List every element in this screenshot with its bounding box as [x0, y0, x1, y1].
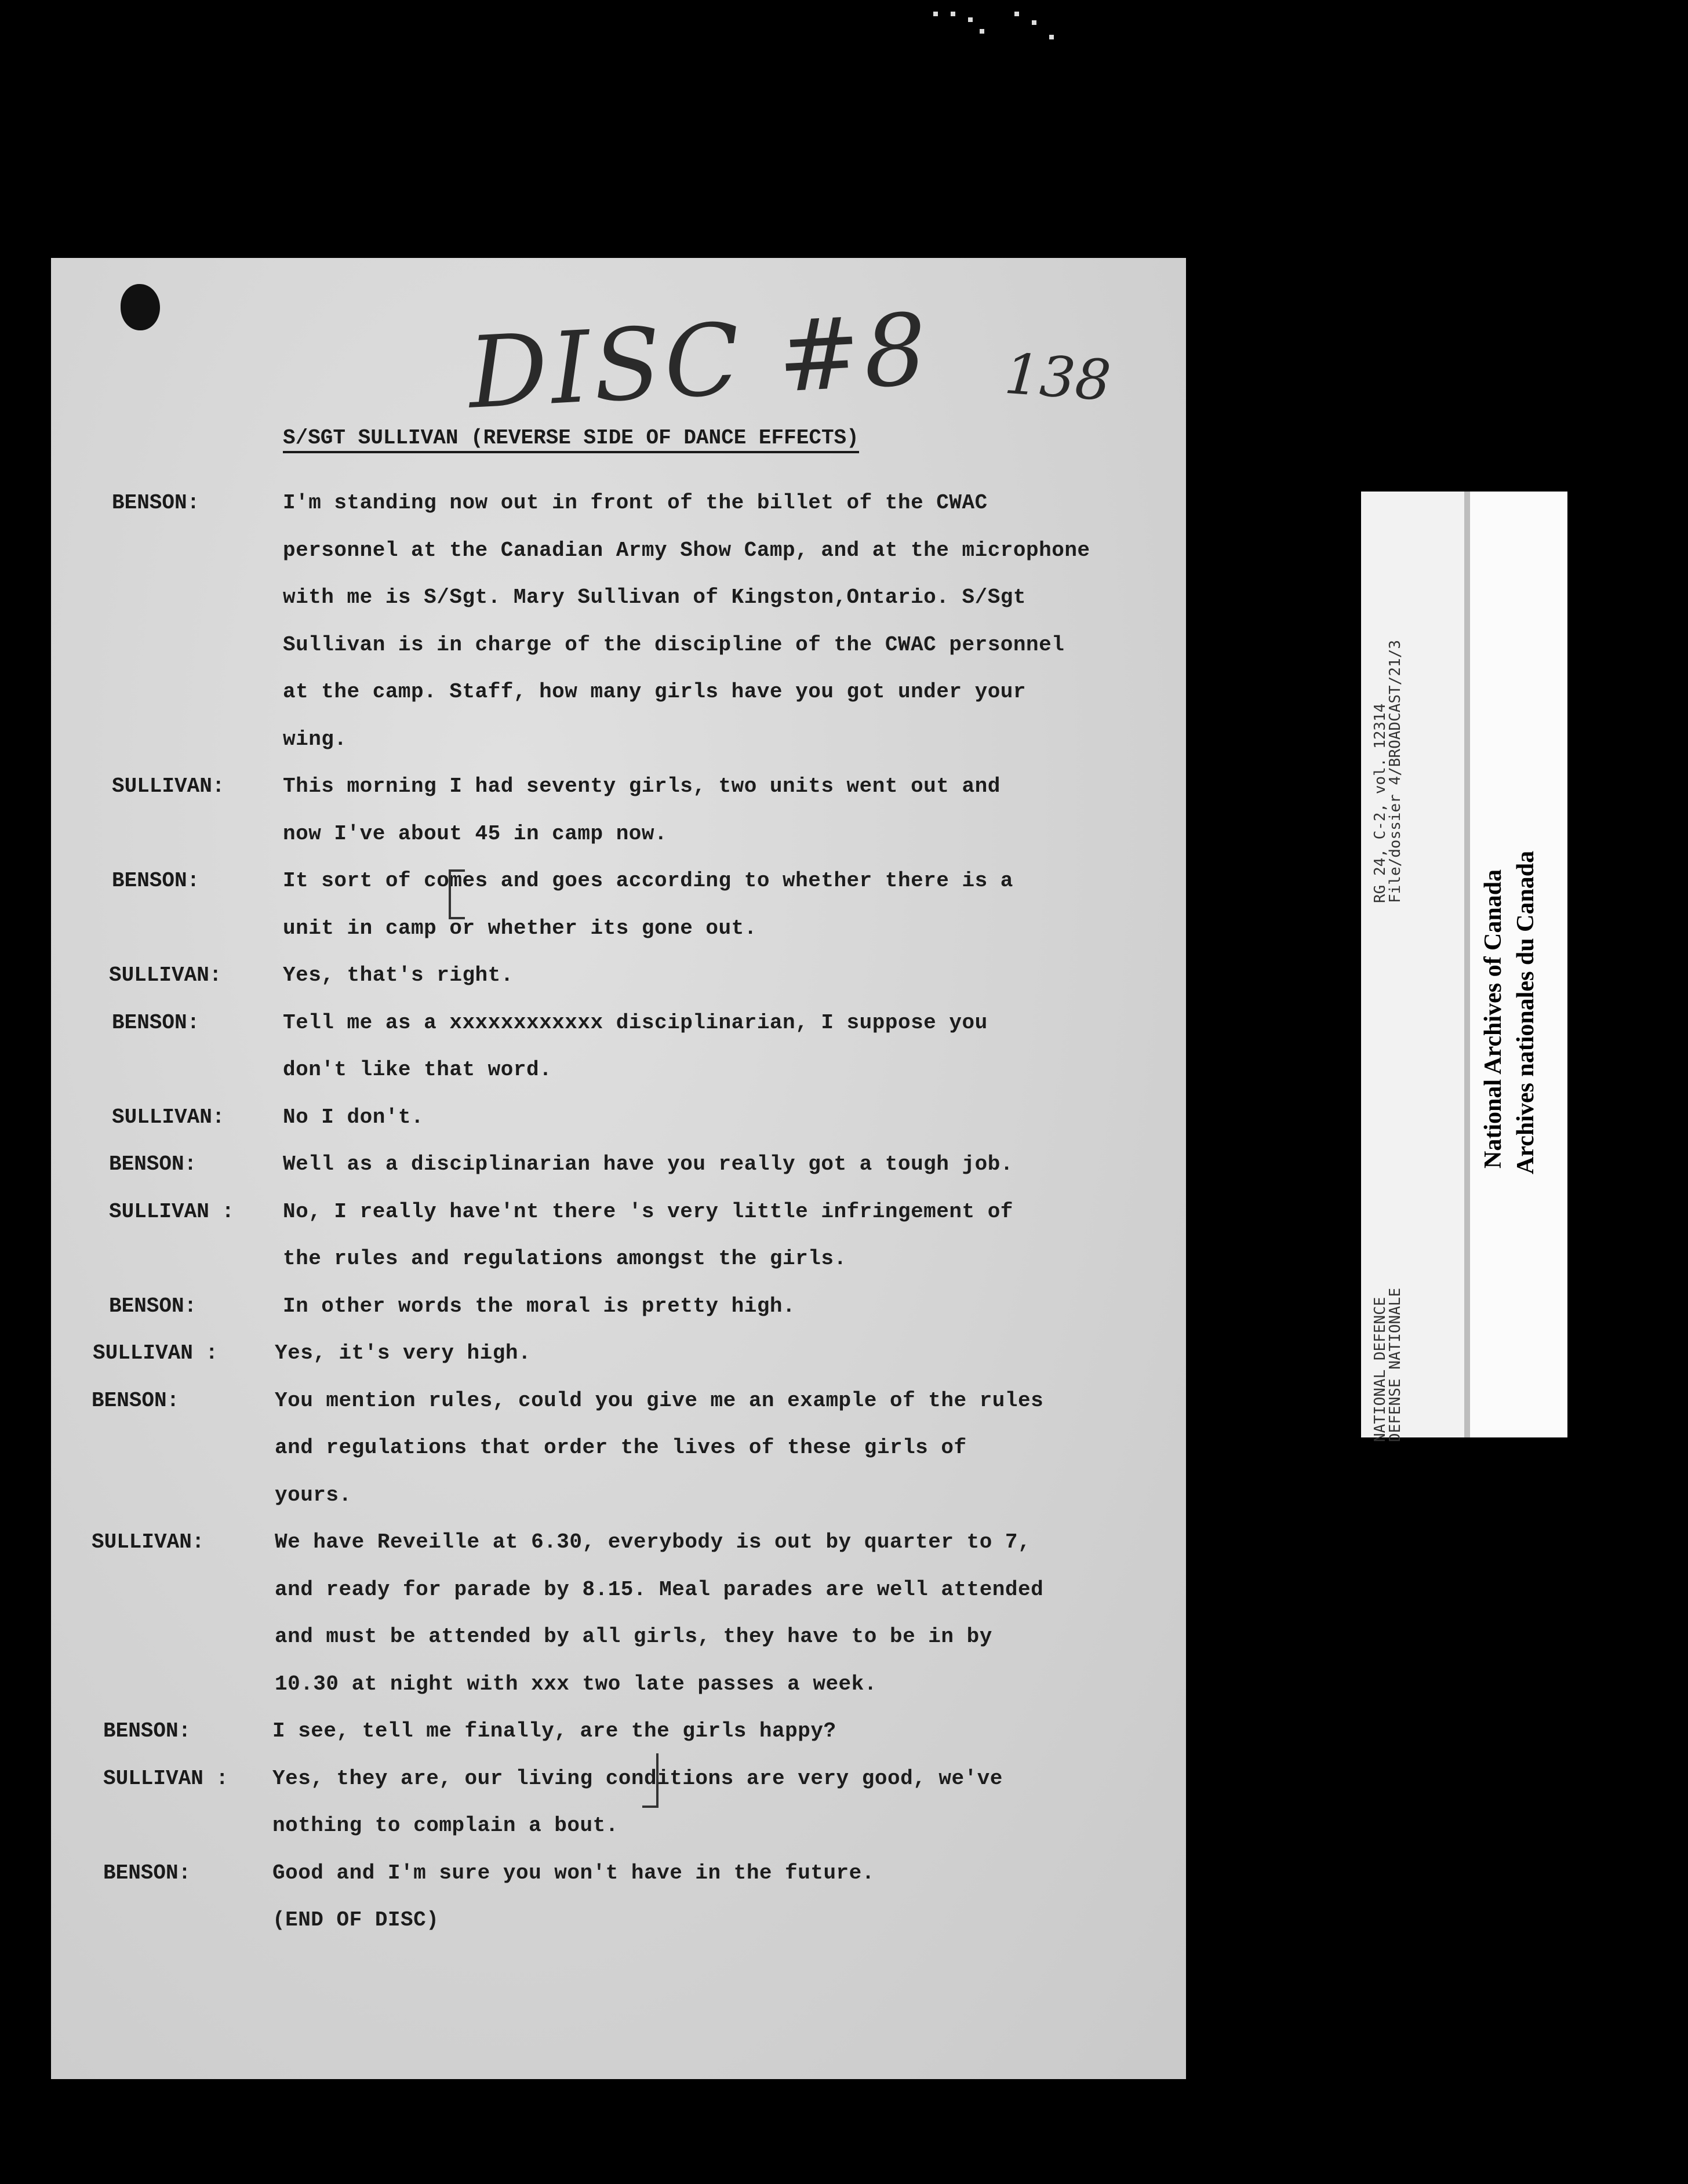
speaker-label: BENSON: [92, 1388, 180, 1413]
handwritten-close-bracket [642, 1753, 659, 1808]
dialogue-line: nothing to complain a bout. [272, 1814, 619, 1837]
dialogue-line: No I don't. [283, 1105, 424, 1129]
dialogue-line: and must be attended by all girls, they have to be in by [275, 1625, 992, 1648]
stamp-reference-line1: RG 24, C-2, vol. 12314 [1372, 703, 1389, 903]
dialogue-line: and regulations that order the lives of these girls of [275, 1436, 967, 1459]
dialogue-line: In other words the moral is pretty high. [283, 1294, 796, 1318]
speaker-label: BENSON: [112, 869, 200, 893]
dialogue-line: Good and I'm sure you won't have in the future. [272, 1861, 875, 1885]
speaker-label: BENSON: [103, 1719, 191, 1743]
speaker-label: SULLIVAN: [92, 1530, 205, 1554]
dialogue-line: I see, tell me finally, are the girls happy? [272, 1719, 836, 1743]
stamp-reference-line2: File/dossier 4/BROADCAST/21/3 [1387, 640, 1404, 903]
handwritten-page-number: 138 [1002, 341, 1113, 414]
dialogue-line: I'm standing now out in front of the billet of the CWAC [283, 491, 988, 515]
speaker-label: SULLIVAN: [112, 1105, 225, 1129]
dialogue-line: the rules and regulations amongst the girls. [283, 1247, 847, 1271]
document-page [51, 258, 1186, 2079]
speaker-label: SULLIVAN : [103, 1766, 229, 1790]
speaker-label: BENSON: [112, 491, 200, 515]
speaker-label: BENSON: [112, 1010, 200, 1035]
punch-hole [121, 284, 160, 330]
dialogue-line: Yes, they are, our living conditions are very good, we've [272, 1766, 1003, 1790]
dialogue-line: wing. [283, 727, 347, 751]
speaker-label: BENSON: [103, 1861, 191, 1885]
dialogue-line: Tell me as a xxxxxxxxxxxx disciplinarian, I suppose you [283, 1010, 988, 1035]
dialogue-line: Yes, it's very high. [275, 1341, 532, 1365]
dialogue-line: now I've about 45 in camp now. [283, 821, 668, 846]
dialogue-line: don't like that word. [283, 1058, 552, 1082]
stamp-department-line1: NATIONAL DEFENCE [1372, 1297, 1389, 1442]
dialogue-line: You mention rules, could you give me an example of the rules [275, 1388, 1044, 1413]
dialogue-line: unit in camp or whether its gone out. [283, 916, 757, 940]
speaker-label: SULLIVAN : [93, 1341, 219, 1365]
dialogue-line: Yes, that's right. [283, 963, 514, 987]
stamp-department-line2: DEFENSE NATIONALE [1387, 1287, 1404, 1442]
handwritten-open-bracket [449, 869, 465, 919]
dialogue-line: This morning I had seventy girls, two units went out and [283, 774, 1001, 798]
speaker-label: SULLIVAN: [109, 963, 222, 987]
dialogue-line: personnel at the Canadian Army Show Camp, and at the microphone [283, 538, 1090, 562]
dialogue-line: (END OF DISC) [272, 1908, 439, 1932]
scan-registration-marks [927, 0, 1101, 52]
dialogue-line: at the camp. Staff, how many girls have you got under your [283, 680, 1027, 704]
speaker-label: BENSON: [109, 1152, 197, 1176]
dialogue-line: and ready for parade by 8.15. Meal parades are well attended [275, 1577, 1044, 1601]
speaker-label: SULLIVAN : [109, 1199, 235, 1224]
dialogue-line: It sort of comes and goes according to whether there is a [283, 869, 1013, 893]
speaker-label: BENSON: [109, 1294, 197, 1318]
dialogue-line: We have Reveille at 6.30, everybody is out by quarter to 7, [275, 1530, 1031, 1554]
dialogue-line: Well as a disciplinarian have you really got a tough job. [283, 1152, 1013, 1176]
dialogue-line: yours. [275, 1483, 352, 1507]
stamp-archive-fr: Archives nationales du Canada [1512, 850, 1539, 1174]
document-title: S/SGT SULLIVAN (REVERSE SIDE OF DANCE EFFECTS) [283, 426, 859, 453]
dialogue-line: with me is S/Sgt. Mary Sullivan of Kingston,Ontario. S/Sgt [283, 585, 1027, 609]
dialogue-line: 10.30 at night with xxx two late passes a week. [275, 1672, 877, 1696]
dialogue-line: No, I really have'nt there 's very little infringement of [283, 1199, 1013, 1224]
handwritten-disc-label: DISC #8 [465, 292, 933, 431]
speaker-label: SULLIVAN: [112, 774, 225, 798]
archive-stamp [1361, 492, 1567, 1442]
dialogue-line: Sullivan is in charge of the discipline of the CWAC personnel [283, 632, 1065, 657]
stamp-archive-en: National Archives of Canada [1480, 869, 1507, 1169]
